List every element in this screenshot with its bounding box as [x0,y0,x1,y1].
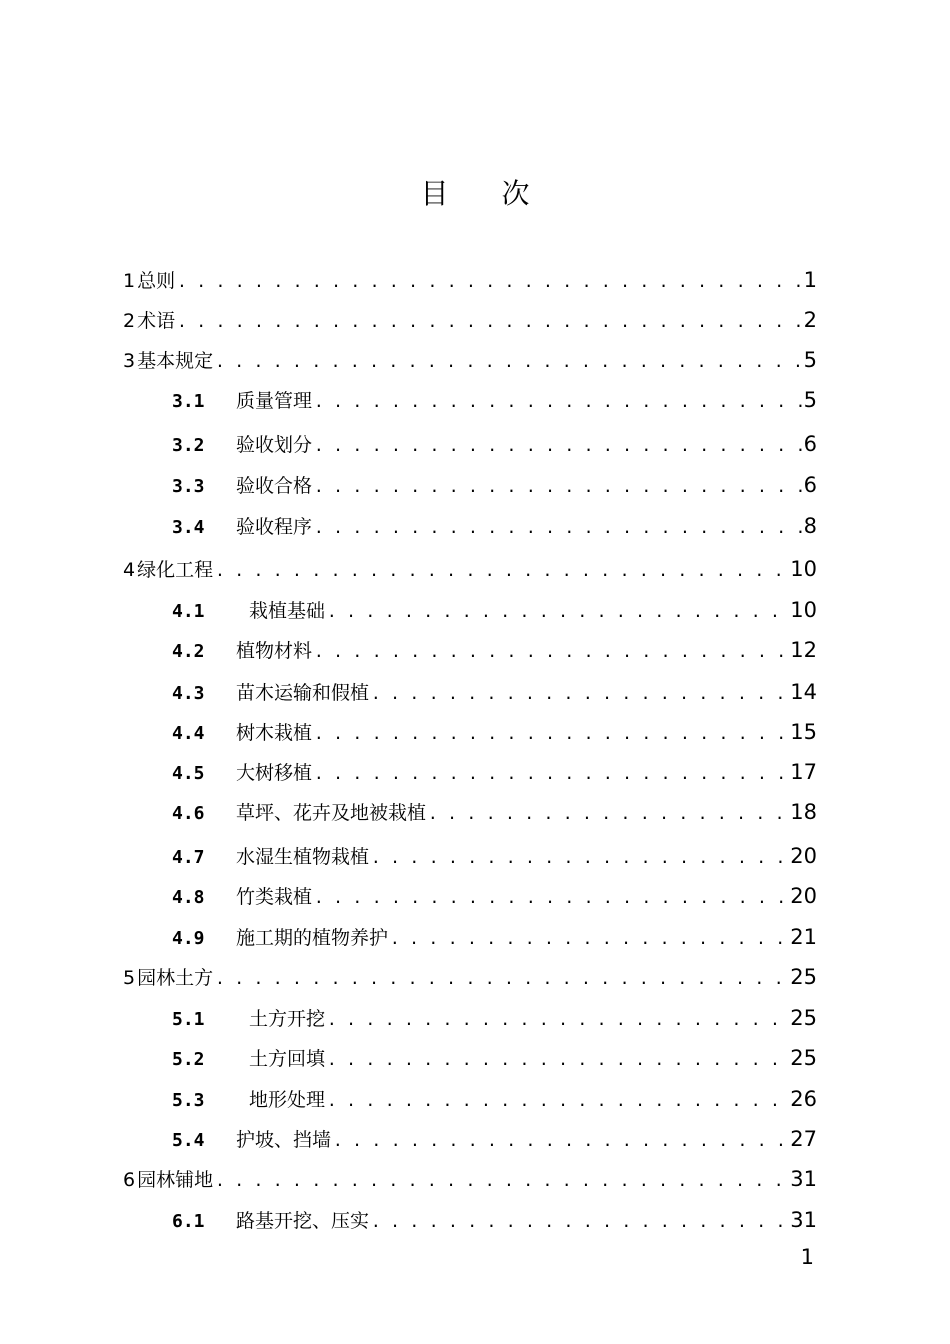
toc-number: 4.7 [172,847,205,868]
toc-label: 验收合格 [236,475,313,497]
toc-entry-3-2[interactable] [172,430,817,457]
toc-number: 4.1 [172,601,205,622]
toc-leader [428,804,788,823]
toc-number: 4.2 [172,641,205,662]
toc-number: 3.4 [172,517,205,538]
toc-label: 路基开挖、压实 [236,1210,370,1232]
toc-leader [390,929,788,948]
toc-number: 5.4 [172,1130,205,1151]
toc-entry-4-5[interactable] [172,758,817,785]
toc-page: 14 [790,680,817,704]
toc-number: 4 [123,559,136,581]
toc-label: 质量管理 [236,390,313,412]
toc-leader [314,436,802,455]
toc-page: 25 [790,965,817,989]
toc-number: 6.1 [172,1211,205,1232]
toc-label: 验收划分 [236,434,313,456]
toc-leader [314,642,788,661]
toc-number: 4.3 [172,683,205,704]
toc-page: 31 [790,1208,817,1232]
toc-leader [215,561,788,580]
toc-label: 施工期的植物养护 [236,927,389,949]
toc-entry-4-8[interactable] [172,882,817,909]
toc-leader [314,392,802,411]
toc-entry-5-3[interactable] [172,1085,817,1112]
toc-number: 3.1 [172,391,205,412]
toc-entry-4-2[interactable] [172,636,817,663]
toc-entry-3[interactable] [123,346,817,373]
toc-number: 5 [123,967,136,989]
toc-entry-3-4[interactable] [172,512,817,539]
toc-number: 4.9 [172,928,205,949]
toc-leader [215,1171,788,1190]
toc-entry-4-1[interactable] [172,596,817,623]
toc-number: 3.3 [172,476,205,497]
toc-page: 31 [790,1167,817,1191]
toc-label: 验收程序 [236,516,313,538]
toc-label: 园林土方 [137,967,214,989]
toc-leader [314,764,788,783]
toc-leader [371,1212,788,1231]
toc-page: 17 [790,760,817,784]
toc-label: 草坪、花卉及地被栽植 [236,802,427,824]
toc-entry-5-1[interactable] [172,1004,817,1031]
toc-page: 5 [803,388,817,412]
toc-page: 10 [790,598,817,622]
toc-page: 25 [790,1006,817,1030]
toc-number: 1 [123,270,136,292]
toc-leader [177,312,802,331]
toc-leader [314,724,788,743]
toc-label: 术语 [137,310,176,332]
toc-entry-5-2[interactable] [172,1044,817,1071]
toc-label: 大树移植 [236,762,313,784]
toc-entry-4-6[interactable] [172,798,817,825]
toc-entry-4-7[interactable] [172,842,817,869]
toc-leader [215,969,788,988]
toc-entry-2[interactable] [123,306,817,333]
toc-page: 20 [790,844,817,868]
page-title: 目 次 [420,177,552,210]
toc-leader [327,1050,788,1069]
toc-leader [314,477,802,496]
toc-page: 26 [790,1087,817,1111]
toc-entry-4-3[interactable] [172,678,817,705]
toc-label: 绿化工程 [137,559,214,581]
toc-entry-4-9[interactable] [172,923,817,950]
toc-number: 5.2 [172,1049,205,1070]
toc-page: 5 [803,348,817,372]
toc-number: 2 [123,310,136,332]
toc-entry-5[interactable] [123,963,817,990]
toc-leader [371,684,788,703]
toc-page: 8 [803,514,817,538]
toc-page: 12 [790,638,817,662]
toc-label: 树木栽植 [236,722,313,744]
toc-label: 地形处理 [249,1089,326,1111]
toc-label: 竹类栽植 [236,886,313,908]
toc-entry-3-1[interactable] [172,386,817,413]
toc-entry-6[interactable] [123,1165,817,1192]
toc-label: 土方开挖 [249,1008,326,1030]
toc-entry-4[interactable] [123,555,817,582]
toc-page: 6 [803,432,817,456]
toc-number: 4.8 [172,887,205,908]
toc-entry-4-4[interactable] [172,718,817,745]
toc-page: 10 [790,557,817,581]
toc-leader [333,1131,788,1150]
toc-number: 5.1 [172,1009,205,1030]
toc-page: 20 [790,884,817,908]
toc-number: 4.4 [172,723,205,744]
toc-page: 27 [790,1127,817,1151]
toc-entry-6-1[interactable] [172,1206,817,1233]
toc-label: 植物材料 [236,640,313,662]
toc-number: 4.6 [172,803,205,824]
toc-page: 21 [790,925,817,949]
toc-number: 5.3 [172,1090,205,1111]
toc-leader [327,1010,788,1029]
toc-leader [314,518,802,537]
toc-page: 6 [803,473,817,497]
toc-label: 总则 [137,270,176,292]
toc-page: 1 [803,268,817,292]
toc-label: 基本规定 [137,350,214,372]
toc-leader [327,1091,788,1110]
toc-entry-3-3[interactable] [172,471,817,498]
toc-number: 3.2 [172,435,205,456]
toc-leader [314,888,788,907]
toc-entry-5-4[interactable] [172,1125,817,1152]
toc-number: 4.5 [172,763,205,784]
toc-leader [327,602,788,621]
toc-label: 栽植基础 [249,600,326,622]
toc-label: 苗木运输和假植 [236,682,370,704]
toc-number: 3 [123,350,136,372]
toc-page: 25 [790,1046,817,1070]
toc-page: 2 [803,308,817,332]
toc-label: 土方回填 [249,1048,326,1070]
toc-leader [371,848,788,867]
toc-entry-1[interactable] [123,266,817,293]
toc-label: 水湿生植物栽植 [236,846,370,868]
page-number: 1 [800,1245,814,1269]
toc-label: 园林铺地 [137,1169,214,1191]
toc-label: 护坡、挡墙 [236,1129,332,1151]
toc-leader [215,352,802,371]
toc-page: 15 [790,720,817,744]
toc-leader [177,272,802,291]
toc-number: 6 [123,1169,136,1191]
toc-page: 18 [790,800,817,824]
